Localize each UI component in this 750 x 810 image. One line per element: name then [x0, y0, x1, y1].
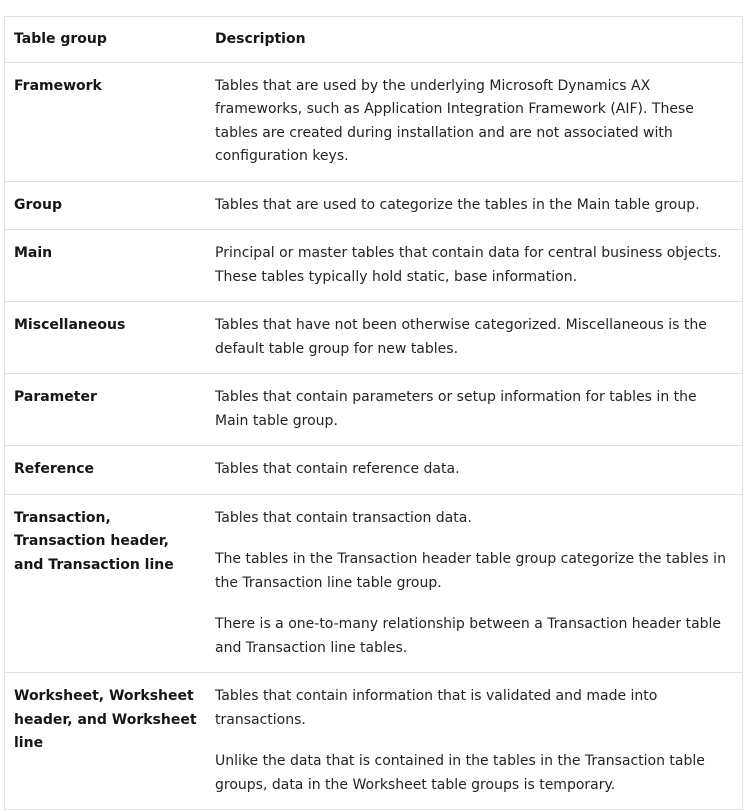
table-group-cell: Miscellaneous — [5, 302, 206, 374]
description-paragraph: Principal or master tables that contain data for central business objects. These tables typically hold static, base information. — [215, 245, 722, 285]
table-header — [5, 17, 742, 62]
table-group-cell: Parameter — [5, 374, 206, 446]
table-groups-table-container — [4, 16, 743, 810]
table-row — [5, 302, 742, 374]
header-row — [5, 17, 742, 62]
table-group-cell: Framework — [5, 62, 206, 181]
table-row — [5, 374, 742, 446]
table-row — [5, 673, 742, 810]
table-row — [5, 494, 742, 673]
column-header-table-group: Table group — [14, 31, 107, 47]
description-paragraph: Tables that have not been otherwise categorized. Miscellaneous is the default table group for new tables. — [215, 317, 707, 357]
table-group-cell: Reference — [5, 446, 206, 495]
description-cell — [206, 374, 742, 446]
description-cell — [206, 446, 742, 495]
table-group-cell: Worksheet, Worksheet header, and Worksheet line — [5, 673, 206, 810]
description-cell — [206, 673, 742, 810]
description-paragraph: The tables in the Transaction header table group categorize the tables in the Transaction line table group. — [215, 551, 726, 591]
description-paragraph: Tables that are used by the underlying Microsoft Dynamics AX frameworks, such as Application Integration Framework (AIF). These tables are created during installation and are not associated with configuration keys. — [215, 77, 694, 164]
table-row — [5, 446, 742, 495]
description-cell — [206, 181, 742, 230]
table-body — [5, 62, 742, 809]
table-groups-table — [5, 17, 742, 809]
description-cell — [206, 230, 742, 302]
description-paragraph: Tables that contain parameters or setup information for tables in the Main table group. — [215, 389, 697, 429]
description-paragraph: Tables that contain transaction data. — [215, 509, 472, 526]
description-paragraph: Tables that are used to categorize the tables in the Main table group. — [215, 196, 700, 213]
table-row — [5, 230, 742, 302]
description-cell — [206, 62, 742, 181]
description-paragraph: Tables that contain information that is validated and made into transactions. — [215, 688, 658, 728]
description-cell — [206, 302, 742, 374]
table-row — [5, 62, 742, 181]
description-paragraph: Tables that contain reference data. — [215, 461, 460, 477]
column-header-description: Description — [215, 31, 306, 47]
table-group-cell: Group — [5, 181, 206, 230]
table-group-cell: Main — [5, 230, 206, 302]
table-group-cell: Transaction, Transaction header, and Transaction line — [5, 494, 206, 673]
description-cell — [206, 494, 742, 673]
description-paragraph: There is a one-to-many relationship between a Transaction header table and Transaction line tables. — [215, 616, 722, 656]
description-paragraph: Unlike the data that is contained in the tables in the Transaction table groups, data in the Worksheet table groups is temporary. — [215, 753, 705, 793]
table-row — [5, 181, 742, 230]
